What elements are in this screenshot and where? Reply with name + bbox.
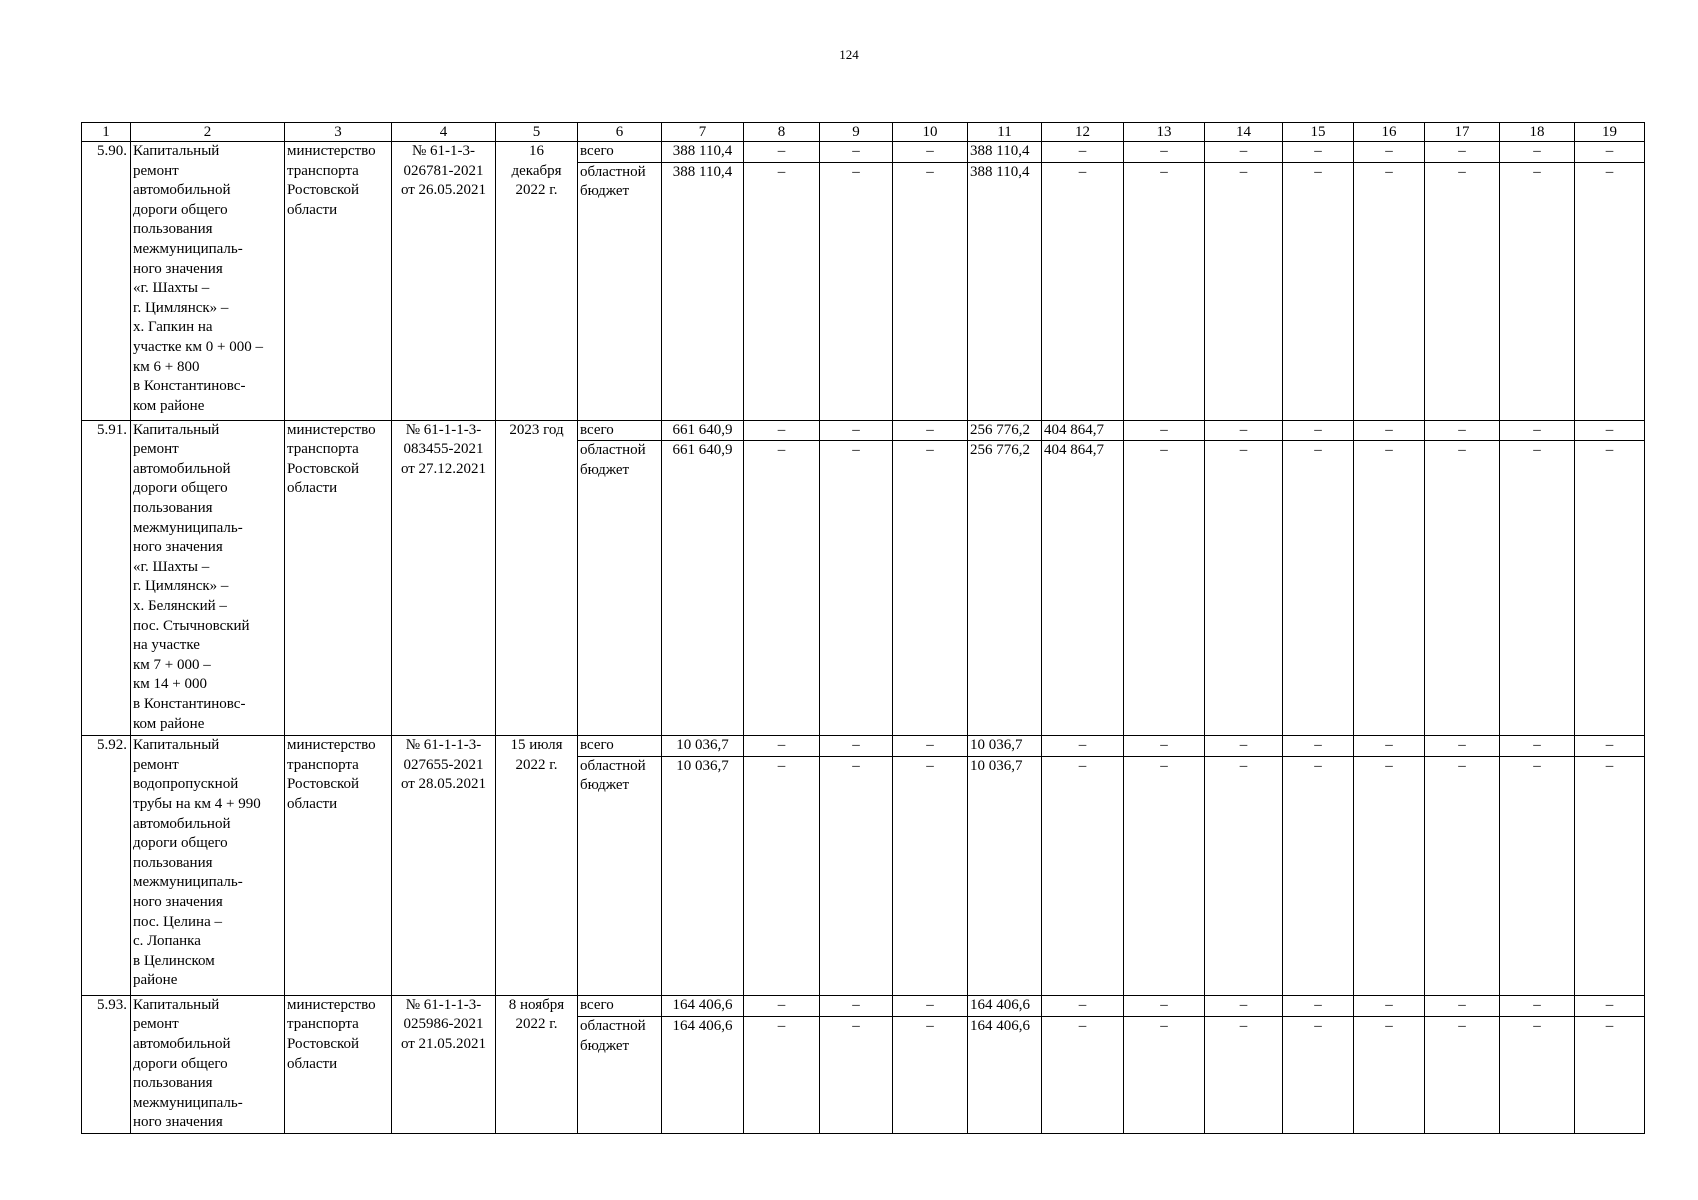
value-cell: –	[1500, 162, 1575, 420]
value-cell: –	[820, 756, 893, 995]
value-cell: –	[1425, 736, 1500, 757]
value-cell: –	[1354, 736, 1425, 757]
value-cell: –	[1283, 736, 1354, 757]
value-cell: –	[1205, 756, 1283, 995]
value-cell: –	[744, 756, 820, 995]
funding-source: всего	[578, 420, 662, 441]
value-cell: –	[893, 995, 968, 1017]
value-cell: –	[1205, 736, 1283, 757]
value-cell: –	[1205, 162, 1283, 420]
value-cell: –	[744, 142, 820, 163]
funding-source: всего	[578, 142, 662, 163]
col-header: 10	[893, 123, 968, 142]
value-cell: –	[893, 441, 968, 736]
work-description: Капитальный ремонт автомобильной дороги общего пользования межмуниципаль- ного значения	[131, 995, 285, 1133]
value-cell: –	[893, 1017, 968, 1134]
value-cell: 256 776,2	[968, 420, 1042, 441]
value-cell: –	[1124, 441, 1205, 736]
value-cell: –	[1575, 756, 1645, 995]
table-row	[82, 736, 1645, 757]
value-cell: –	[893, 420, 968, 441]
value-cell: –	[820, 441, 893, 736]
table-row	[82, 142, 1645, 163]
table-row	[82, 420, 1645, 441]
col-header: 15	[1283, 123, 1354, 142]
value-cell: –	[1124, 142, 1205, 163]
value-cell: –	[1283, 1017, 1354, 1134]
value-cell: –	[1124, 1017, 1205, 1134]
value-cell: –	[1575, 995, 1645, 1017]
col-header: 3	[285, 123, 392, 142]
deadline: 2023 год	[496, 420, 578, 736]
expertise-document: № 61-1-1-3- 025986-2021 от 21.05.2021	[392, 995, 496, 1133]
value-cell: –	[1575, 1017, 1645, 1134]
col-header: 7	[662, 123, 744, 142]
value-cell: –	[1500, 736, 1575, 757]
value-cell: –	[1124, 420, 1205, 441]
value-cell: –	[1124, 756, 1205, 995]
value-cell: –	[1425, 1017, 1500, 1134]
expertise-document: № 61-1-3- 026781-2021 от 26.05.2021	[392, 142, 496, 421]
value-cell: –	[1425, 441, 1500, 736]
value-cell: –	[1575, 142, 1645, 163]
value-cell: –	[893, 162, 968, 420]
value-cell: –	[1500, 1017, 1575, 1134]
customer: министерство транспорта Ростовской области	[285, 736, 392, 996]
value-cell: 388 110,4	[968, 142, 1042, 163]
col-header: 17	[1425, 123, 1500, 142]
value-cell: –	[744, 1017, 820, 1134]
col-header: 12	[1042, 123, 1124, 142]
value-cell: –	[1500, 756, 1575, 995]
value-cell: –	[1354, 420, 1425, 441]
funding-source: областной бюджет	[578, 441, 662, 736]
value-cell: –	[1425, 142, 1500, 163]
value-cell: –	[1575, 441, 1645, 736]
value-cell: –	[1500, 441, 1575, 736]
work-description: Капитальный ремонт водопропускной трубы на км 4 + 990 автомобильной дороги общего пользования межмуниципаль- ного значения пос. Целина – с. Лопанка в Целинском районе	[131, 736, 285, 996]
col-header: 11	[968, 123, 1042, 142]
value-cell: –	[1042, 756, 1124, 995]
column-number-row	[82, 123, 1645, 142]
value-cell: –	[1205, 1017, 1283, 1134]
value-cell: –	[744, 736, 820, 757]
value-cell: 164 406,6	[968, 995, 1042, 1017]
work-description: Капитальный ремонт автомобильной дороги общего пользования межмуниципаль- ного значения «г. Шахты – г. Цимлянск» – х. Гапкин на участке км 0 + 000 – км 6 + 800 в Константиновс- ком районе	[131, 142, 285, 421]
value-cell: –	[1575, 162, 1645, 420]
entry-number: 5.93.	[82, 995, 131, 1133]
value-cell: –	[1283, 162, 1354, 420]
table-row	[82, 995, 1645, 1017]
value-cell: –	[820, 1017, 893, 1134]
value-cell: –	[1124, 995, 1205, 1017]
value-cell: –	[1354, 1017, 1425, 1134]
deadline: 16 декабря 2022 г.	[496, 142, 578, 421]
funding-source: областной бюджет	[578, 1017, 662, 1134]
col-header: 8	[744, 123, 820, 142]
value-cell: 404 864,7	[1042, 441, 1124, 736]
value-cell: –	[744, 995, 820, 1017]
entry-number: 5.91.	[82, 420, 131, 736]
value-cell: 10 036,7	[662, 736, 744, 757]
col-header: 13	[1124, 123, 1205, 142]
value-cell: –	[1500, 420, 1575, 441]
value-cell: 661 640,9	[662, 420, 744, 441]
value-cell: –	[1042, 995, 1124, 1017]
budget-table	[81, 122, 1645, 1134]
col-header: 18	[1500, 123, 1575, 142]
customer: министерство транспорта Ростовской области	[285, 420, 392, 736]
value-cell: –	[1425, 420, 1500, 441]
value-cell: –	[1205, 441, 1283, 736]
deadline: 15 июля 2022 г.	[496, 736, 578, 996]
funding-source: областной бюджет	[578, 756, 662, 995]
value-cell: –	[744, 162, 820, 420]
deadline: 8 ноября 2022 г.	[496, 995, 578, 1133]
value-cell: –	[893, 736, 968, 757]
value-cell: –	[1042, 162, 1124, 420]
value-cell: 388 110,4	[662, 162, 744, 420]
col-header: 19	[1575, 123, 1645, 142]
value-cell: –	[893, 756, 968, 995]
entry-number: 5.92.	[82, 736, 131, 996]
value-cell: –	[1354, 162, 1425, 420]
col-header: 5	[496, 123, 578, 142]
col-header: 1	[82, 123, 131, 142]
value-cell: –	[1042, 736, 1124, 757]
value-cell: 661 640,9	[662, 441, 744, 736]
value-cell: 164 406,6	[662, 1017, 744, 1134]
col-header: 4	[392, 123, 496, 142]
value-cell: –	[1500, 142, 1575, 163]
col-header: 16	[1354, 123, 1425, 142]
value-cell: –	[1283, 441, 1354, 736]
value-cell: –	[1124, 736, 1205, 757]
col-header: 2	[131, 123, 285, 142]
col-header: 9	[820, 123, 893, 142]
value-cell: –	[1205, 142, 1283, 163]
value-cell: 388 110,4	[662, 142, 744, 163]
value-cell: –	[1354, 142, 1425, 163]
value-cell: –	[820, 162, 893, 420]
value-cell: 164 406,6	[968, 1017, 1042, 1134]
value-cell: –	[1354, 756, 1425, 995]
value-cell: –	[1500, 995, 1575, 1017]
expertise-document: № 61-1-1-3- 027655-2021 от 28.05.2021	[392, 736, 496, 996]
value-cell: –	[820, 995, 893, 1017]
value-cell: –	[1283, 756, 1354, 995]
funding-source: всего	[578, 995, 662, 1017]
value-cell: –	[1124, 162, 1205, 420]
page-number: 124	[839, 47, 859, 62]
value-cell: –	[1283, 995, 1354, 1017]
value-cell: 164 406,6	[662, 995, 744, 1017]
value-cell: –	[1283, 420, 1354, 441]
work-description: Капитальный ремонт автомобильной дороги общего пользования межмуниципаль- ного значения «г. Шахты – г. Цимлянск» – х. Белянский – пос. Стычновский на участке км 7 + 000 – км 14 + 000 в Константиновс- ком районе	[131, 420, 285, 736]
value-cell: 388 110,4	[968, 162, 1042, 420]
value-cell: –	[1425, 162, 1500, 420]
value-cell: 404 864,7	[1042, 420, 1124, 441]
customer: министерство транспорта Ростовской области	[285, 995, 392, 1133]
value-cell: 10 036,7	[662, 756, 744, 995]
customer: министерство транспорта Ростовской области	[285, 142, 392, 421]
col-header: 6	[578, 123, 662, 142]
value-cell: –	[893, 142, 968, 163]
value-cell: 256 776,2	[968, 441, 1042, 736]
value-cell: –	[1205, 995, 1283, 1017]
value-cell: –	[1042, 1017, 1124, 1134]
value-cell: 10 036,7	[968, 756, 1042, 995]
funding-source: областной бюджет	[578, 162, 662, 420]
value-cell: –	[1354, 995, 1425, 1017]
value-cell: –	[820, 420, 893, 441]
value-cell: –	[820, 142, 893, 163]
value-cell: –	[1283, 142, 1354, 163]
expertise-document: № 61-1-1-3- 083455-2021 от 27.12.2021	[392, 420, 496, 736]
value-cell: –	[1575, 736, 1645, 757]
value-cell: –	[1425, 995, 1500, 1017]
entry-number: 5.90.	[82, 142, 131, 421]
value-cell: –	[820, 736, 893, 757]
value-cell: –	[744, 441, 820, 736]
value-cell: –	[1042, 142, 1124, 163]
value-cell: –	[1354, 441, 1425, 736]
col-header: 14	[1205, 123, 1283, 142]
value-cell: –	[744, 420, 820, 441]
funding-source: всего	[578, 736, 662, 757]
value-cell: –	[1425, 756, 1500, 995]
value-cell: 10 036,7	[968, 736, 1042, 757]
value-cell: –	[1575, 420, 1645, 441]
value-cell: –	[1205, 420, 1283, 441]
